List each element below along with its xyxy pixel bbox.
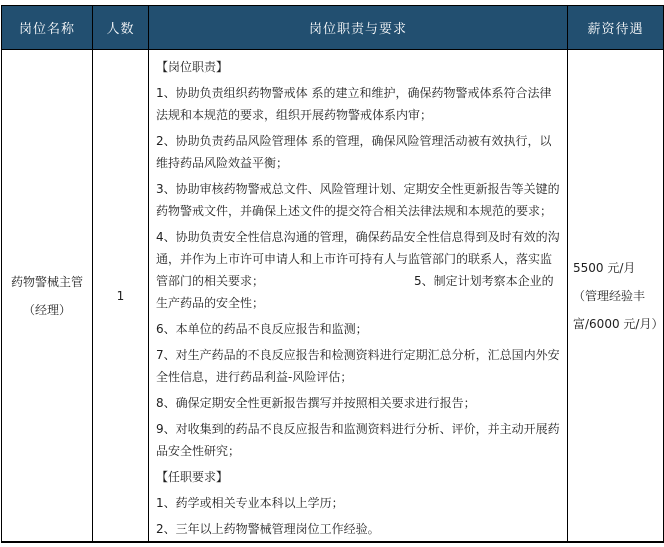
duty-item-1: 1、协助负责组织药物警戒体 系的建立和维护，确保药物警戒体系符合法律法规和本规范的要求，组织开展药物警戒体系内审；	[156, 86, 552, 122]
header-cell-duties: 岗位职责与要求	[149, 6, 568, 50]
duty-item-4-5	[156, 226, 560, 314]
duty-item-3: 3、协助审核药物警戒总文件、风险管理计划、定期安全性更新报告等关键的药物警戒文件，并确保上述文件的提交符合相关法律法规和本规范的要求；	[156, 182, 560, 218]
cell-headcount	[93, 50, 149, 543]
cell-salary	[568, 50, 664, 543]
duty-item-8: 8、确保定期安全性更新报告撰写并按照相关要求进行报告；	[156, 396, 476, 410]
job-table	[1, 5, 664, 543]
cell-duties	[149, 50, 568, 543]
duty-item-7: 7、对生产药品的不良反应报告和检测资料进行定期汇总分析，汇总国内外安全性信息，进行药品利益-风险评估；	[156, 348, 560, 384]
duty-item-2: 2、协助负责药品风险管理体 系的管理，确保风险管理活动被有效执行，以维持药品风险效益平衡；	[156, 134, 552, 170]
header-cell-salary: 薪资待遇	[568, 6, 664, 50]
duty-item-6: 6、本单位的药品不良反应报告和监测；	[156, 322, 368, 336]
duties-title: 【岗位职责】	[156, 60, 229, 74]
salary-text: 5500 元/月（管理经验丰富/6000 元/月）	[573, 260, 664, 331]
table-header-row	[2, 6, 664, 50]
duties-content	[156, 56, 560, 539]
header-cell-headcount: 人数	[93, 6, 149, 50]
header-cell-position-name: 岗位名称	[2, 6, 93, 50]
duty-item-9: 9、对收集到的药品不良反应报告和监测资料进行分析、评价，并主动开展药品安全性研究；	[156, 422, 560, 458]
position-name-text: 药物警械主管（经理）	[10, 274, 83, 317]
requirement-item-2: 2、三年以上药物警械管理岗位工作经验。	[156, 522, 380, 536]
duty-item-5: 5、制定计划考察本企业的生产药品的安全性；	[156, 274, 554, 310]
table-row	[2, 50, 664, 543]
headcount-value: 1	[116, 288, 125, 303]
cell-position-name	[2, 50, 93, 543]
inline-gap	[264, 284, 414, 285]
requirement-item-1: 1、药学或相关专业本科以上学历；	[156, 496, 344, 510]
duty-item-4: 4、协助负责安全性信息沟通的管理，确保药品安全性信息得到及时有效的沟通，并作为上市许可申请人和上市许可持有人与监管部门的联系人，落实监管部门的相关要求；	[156, 230, 560, 288]
requirements-title: 【任职要求】	[156, 470, 229, 484]
